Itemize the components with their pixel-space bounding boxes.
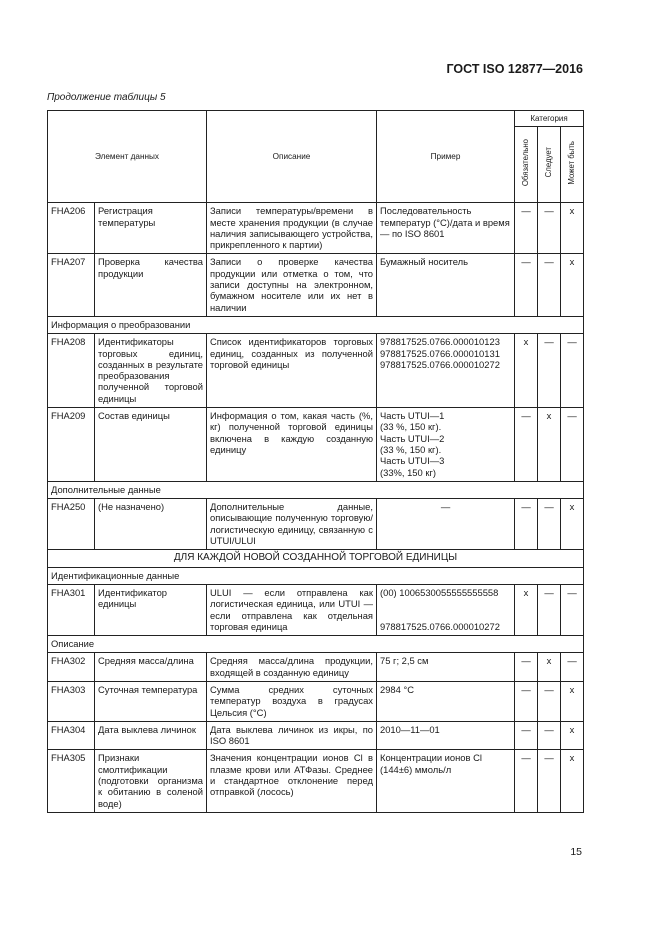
row-code: FHA208 — [48, 334, 95, 408]
data-table — [47, 110, 584, 813]
table-row — [48, 203, 584, 254]
row-element: Идентификаторы торговых единиц, созданных в результате преобразования полученной торговой единицы — [95, 334, 207, 408]
row-example: Бумажный носитель — [377, 254, 515, 316]
row-code: FHA305 — [48, 750, 95, 812]
row-cat-should: — — [538, 584, 561, 635]
row-cat-may: — — [561, 653, 584, 682]
row-cat-may: x — [561, 254, 584, 316]
row-cat-may: x — [561, 681, 584, 721]
row-cat-may: x — [561, 721, 584, 750]
row-code: FHA303 — [48, 681, 95, 721]
row-element: Признаки смолтификации (подготовки организма к обитанию в соленой воде) — [95, 750, 207, 812]
row-element: Суточная температура — [95, 681, 207, 721]
row-description: Средняя масса/длина продукции, входящей в созданную единицу — [207, 653, 377, 682]
row-element: Регистрация температуры — [95, 203, 207, 254]
row-description: Дата выклева личинок из икры, по ISO 8601 — [207, 721, 377, 750]
row-cat-required: — — [515, 408, 538, 482]
row-code: FHA250 — [48, 499, 95, 550]
row-element: Идентификатор единицы — [95, 584, 207, 635]
row-example: Часть UTUI—1 (33 %, 150 кг). Часть UTUI—2 (33 %, 150 кг). Часть UTUI—3 (33%, 150 кг) — [377, 408, 515, 482]
table-row — [48, 750, 584, 812]
heading-row — [48, 550, 584, 567]
header-cat-required: Обязательно — [515, 127, 538, 203]
row-description: Список идентификаторов торговых единиц, созданных из полученной торговой единицы — [207, 334, 377, 408]
table-row — [48, 499, 584, 550]
table-row — [48, 721, 584, 750]
table-row — [48, 334, 584, 408]
row-cat-required: — — [515, 721, 538, 750]
header-element: Элемент данных — [48, 111, 207, 203]
row-cat-required: x — [515, 584, 538, 635]
page-number: 15 — [570, 846, 582, 858]
table-row — [48, 584, 584, 635]
row-description: ULUI — если отправлена как логистическая единица, или UTUI — если отправлена как отдельная торговая единица — [207, 584, 377, 635]
row-code: FHA304 — [48, 721, 95, 750]
section-title: Идентификационные данные — [48, 567, 584, 584]
row-example: Концентрации ионов Cl (144±6) ммоль/л — [377, 750, 515, 812]
row-example: 75 г; 2,5 см — [377, 653, 515, 682]
row-cat-required: x — [515, 334, 538, 408]
row-element: Состав единицы — [95, 408, 207, 482]
row-cat-may: — — [561, 584, 584, 635]
row-cat-required: — — [515, 254, 538, 316]
row-cat-may: x — [561, 750, 584, 812]
row-cat-should: — — [538, 334, 561, 408]
row-cat-required: — — [515, 681, 538, 721]
row-cat-required: — — [515, 653, 538, 682]
row-element: Проверка качества продукции — [95, 254, 207, 316]
row-code: FHA209 — [48, 408, 95, 482]
row-cat-should: — — [538, 203, 561, 254]
row-element: Средняя масса/длина — [95, 653, 207, 682]
row-cat-should: x — [538, 408, 561, 482]
row-element: (Не назначено) — [95, 499, 207, 550]
row-cat-required: — — [515, 750, 538, 812]
row-cat-may: x — [561, 203, 584, 254]
row-code: FHA302 — [48, 653, 95, 682]
header-cat-should: Следует — [538, 127, 561, 203]
section-row — [48, 316, 584, 333]
row-element: Дата выклева личинок — [95, 721, 207, 750]
row-cat-should: — — [538, 499, 561, 550]
row-cat-may: x — [561, 499, 584, 550]
table-row — [48, 254, 584, 316]
row-description: Дополнительные данные, описывающие полученную торговую/логистическую единицу, связанную с UTUI/ULUI — [207, 499, 377, 550]
row-cat-required: — — [515, 499, 538, 550]
row-cat-should: x — [538, 653, 561, 682]
section-row — [48, 567, 584, 584]
header-category: Категория — [515, 111, 584, 127]
section-title: Дополнительные данные — [48, 481, 584, 498]
row-cat-should: — — [538, 254, 561, 316]
group-heading: ДЛЯ КАЖДОЙ НОВОЙ СОЗДАННОЙ ТОРГОВОЙ ЕДИНИЦЫ — [48, 550, 584, 567]
table-header-row — [48, 111, 584, 127]
row-code: FHA206 — [48, 203, 95, 254]
table-row — [48, 408, 584, 482]
row-example: Последовательность температур (°C)/дата и время — по ISO 8601 — [377, 203, 515, 254]
table-body — [48, 203, 584, 813]
row-code: FHA207 — [48, 254, 95, 316]
row-description: Сумма средних суточных температур воздуха в градусах Цельсия (°C) — [207, 681, 377, 721]
row-example: (00) 1006530055555555558 978817525.0766.000010272 — [377, 584, 515, 635]
section-row — [48, 636, 584, 653]
header-example: Пример — [377, 111, 515, 203]
row-description: Записи о проверке качества продукции или отметка о том, что записи доступны на электронном, бумажном носителе или их нет в наличии — [207, 254, 377, 316]
row-cat-should: — — [538, 681, 561, 721]
row-cat-may: — — [561, 408, 584, 482]
row-description: Записи температуры/времени в месте хранения продукции (в случае наличия записывающего устройства, прикрепленного к партии) — [207, 203, 377, 254]
document-title: ГОСТ ISO 12877—2016 — [446, 62, 583, 76]
table-continuation-label: Продолжение таблицы 5 — [47, 92, 166, 103]
row-cat-may: — — [561, 334, 584, 408]
row-code: FHA301 — [48, 584, 95, 635]
section-title: Информация о преобразовании — [48, 316, 584, 333]
row-cat-should: — — [538, 721, 561, 750]
row-example: — — [377, 499, 515, 550]
row-description: Значения концентрации ионов Cl в плазме крови или АТФазы. Среднее и стандартное отклонение перед отправкой (лосось) — [207, 750, 377, 812]
section-title: Описание — [48, 636, 584, 653]
row-cat-required: — — [515, 203, 538, 254]
table-row — [48, 653, 584, 682]
table-row — [48, 681, 584, 721]
row-description: Информация о том, какая часть (%, кг) полученной торговой единицы включена в каждую созданную единицу — [207, 408, 377, 482]
section-row — [48, 481, 584, 498]
header-cat-may: Может быть — [561, 127, 584, 203]
row-example: 978817525.0766.000010123 978817525.0766.000010131 978817525.0766.000010272 — [377, 334, 515, 408]
row-example: 2984 °C — [377, 681, 515, 721]
row-cat-should: — — [538, 750, 561, 812]
row-example: 2010—11—01 — [377, 721, 515, 750]
header-description: Описание — [207, 111, 377, 203]
